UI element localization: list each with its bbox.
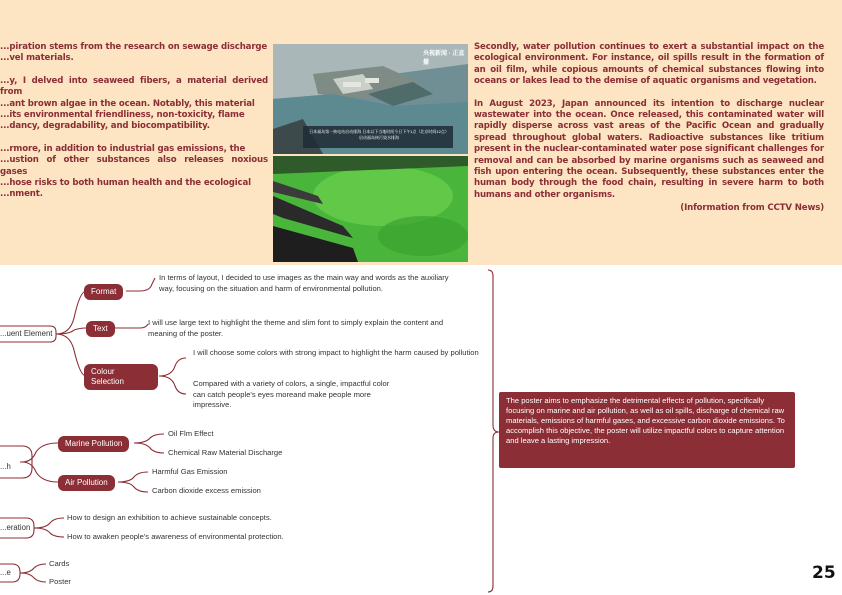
mindmap-node-consideration: ...eration [0, 523, 31, 532]
mindmap-summary-box: The poster aims to emphasize the detrimental effects of pollution, specifically focusing on marine and air pollution, as well as oil spills, discharge of chemical raw materials, emissions of harmful gases, and excessive carbon dioxide emissions. To accomplish this objective, the poster will utilize impactful colors to capture attention and leave a lasting impression. [499, 392, 795, 468]
article-left-paragraph: ...piration stems from the research on sewage discharge ...vel materials. [0, 42, 268, 64]
mindmap-node-format: Format [84, 284, 123, 300]
mindmap-leaf-harmful-gas: Harmful Gas Emission [152, 467, 228, 476]
news-logo: 央视新闻 · 正直播 [423, 51, 465, 66]
mindmap-leaf-format: In terms of layout, I decided to use images as the main way and words as the auxiliary way, focusing on the situation and harm of environmental pollution. [159, 273, 449, 293]
mindmap-node-text: Text [86, 321, 115, 337]
mindmap-leaf-co2: Carbon dioxide excess emission [152, 486, 261, 495]
mindmap-node-air-pollution: Air Pollution [58, 475, 115, 491]
page-number: 25 [812, 563, 836, 583]
mindmap-leaf-text: I will use large text to highlight the theme and slim font to simply explain the content and meaning of the poster. [148, 318, 444, 338]
article-right-paragraph: In August 2023, Japan announced its intention to discharge nuclear wastewater into the ocean. Once released, this contaminated water will rapidly disperse across vast areas of the Pacific Ocean and gradually spread throughout global waters. Radioactive substances like tritium present in the nuclear-contaminated water pose significant challenges for removal and can be absorbed by marine organisms such as seaweed and fish upon entering the ocean. Subsequently, these substances enter the human body through the food chain, resulting in severe harm to both humans and other organisms. [474, 98, 824, 200]
article-left-paragraph: ...y, I delved into seaweed fibers, a material derived from ...ant brown algae in the ocean. Notably, this material ...its environmental friendliness, non-toxicity, flame ...dancy, degradability, and biocompatibility. [0, 75, 268, 132]
article-source: (Information from CCTV News) [680, 203, 824, 214]
mindmap-leaf-exhibition: How to design an exhibition to achieve sustainable concepts. [67, 513, 272, 522]
mindmap-leaf-poster: Poster [49, 577, 71, 586]
mindmap-leaf-awaken: How to awaken people's awareness of environmental protection. [67, 532, 284, 541]
mindmap-leaf-chemical: Chemical Raw Material Discharge [168, 448, 283, 457]
mindmap-node-frequent-element: ...uent Element [0, 329, 53, 338]
photo-caption: 日本福岛第一核电站启动排海 日本以下当地时间今日下午1点（北京时间12点）启动福岛核污染水排海 [309, 129, 449, 140]
article-left-paragraph: ...rmore, in addition to industrial gas emissions, the ...ustion of other substances also releases noxious gases ...hose risks to both human health and the ecological ...nment. [0, 143, 268, 200]
mindmap-leaf-colour-1: I will choose some colors with strong impact to highlight the harm caused by pollution [193, 348, 479, 357]
mindmap-node-type: ...e [0, 568, 11, 577]
mindmap-leaf-oil-film: Oil Flm Effect [168, 429, 214, 438]
mindmap-node-colour-selection: Colour Selection [84, 364, 158, 390]
mindmap-node-marine-pollution: Marine Pollution [58, 436, 129, 452]
mindmap-leaf-cards: Cards [49, 559, 70, 568]
mindmap-leaf-colour-2: Compared with a variety of colors, a single, impactful color can catch people's eyes moreand make people more impressive. [193, 379, 390, 409]
mindmap-node-research: ...h [0, 462, 11, 471]
article-right-paragraph: Secondly, water pollution continues to exert a substantial impact on the ecological environment. For instance, oil spills result in the formation of an oil film, while copious amounts of chemical substances flowing into oceans or lakes lead to the demise of aquatic organisms and vegetation. [474, 42, 824, 87]
